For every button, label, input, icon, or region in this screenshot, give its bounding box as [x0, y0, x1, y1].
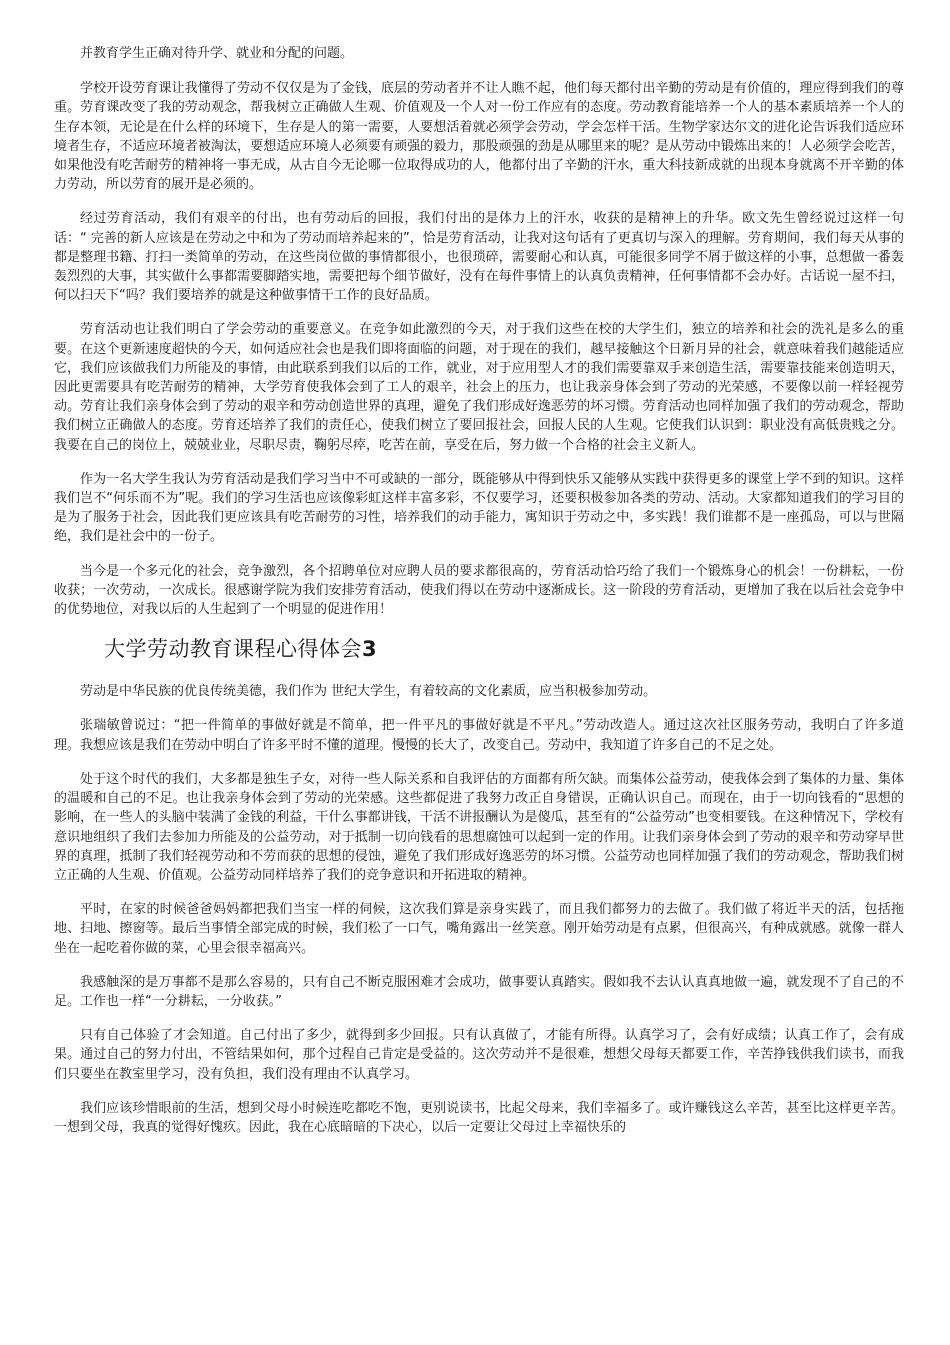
section-heading	[54, 634, 904, 664]
paragraph: 经过劳育活动，我们有艰辛的付出，也有劳动后的回报，我们付出的是体力上的汗水，收获的是精神上的升华。欧文先生曾经说过这样一句话：“ 完善的新人应该是在劳动之中和为了劳动而培养起来的”，恰是劳育活动，让我对这句话有了更真切与深入的理解。劳育期间，我们每天从事的都是整理书籍、打扫一类简单的劳动，在这些岗位做的事情都很小，也很琐碎，需要耐心和认真，可能很多同学不屑于做这样的小事，总想做一番轰轰烈烈的大事，其实做什么事都需要脚踏实地，需要把每个细节做好，没有在每件事情上的认真负责精神，任何事情都不会办好。古话说一屋不扫，何以扫天下“吗？我们要培养的就是这种做事情干工作的良好品质。	[54, 211, 904, 304]
paragraph: 劳动是中华民族的优良传统美德，我们作为 世纪大学生，有着较高的文化素质，应当积极参加劳动。	[80, 684, 657, 700]
paragraph: 只有自己体验了才会知道。自己付出了多少，就得到多少回报。只有认真做了，才能有所得。认真学习了，会有好成绩；认真工作了，会有成果。通过自己的努力付出，不管结果如何，那个过程自己肯定是受益的。这次劳动并不是很难，想想父母每天都要工作，辛苦挣钱供我们读书，而我们只要坐在教室里学习，没有负担，我们没有理由不认真学习。	[54, 1028, 904, 1082]
paragraph: 处于这个时代的我们，大多都是独生子女，对待一些人际关系和自我评估的方面都有所欠缺。而集体公益劳动，使我体会到了集体的力量、集体的温暖和自己的不足。也让我亲身体会到了劳动的光荣感。这些都促进了我努力改正自身错误，正确认识自己。而现在，由于一切向钱看的“思想的影响，在一些人的头脑中装满了金钱的利益，干什么事都讲钱，干活不讲报酬认为是傻瓜，甚至有的“公益劳动”也变相要钱。在这种情况下，学校有意识地组织了我们去参加力所能及的公益劳动，对于抵制一切向钱看的思想腐蚀可以起到一定的作用。让我们亲身体会到了劳动的艰辛和劳动穿早世界的真理，抵制了我们轻视劳动和不劳而获的思想的侵蚀，避免了我们形成好逸恶劳的坏习惯。公益劳动也同样加强了我们的劳动观念，帮助我们树立正确的人生观、价值观。公益劳动同样培养了我们的竞争意识和开拓进取的精神。	[54, 771, 904, 883]
paragraph: 平时，在家的时候爸爸妈妈都把我们当宝一样的伺候，这次我们算是亲身实践了，而且我们都努力的去做了。我们做了将近半天的活，包括拖地、扫地、擦窗等。最后当事情全部完成的时候，我们松了一口气，嘴角露出一丝笑意。刚开始劳动是有点累，但很高兴，有种成就感。就像一群人坐在一起吃着你做的菜，心里会很幸福高兴。	[54, 902, 904, 956]
paragraph: 我们应该珍惜眼前的生活，想到父母小时候连吃都吃不饱，更别说读书，比起父母来，我们幸福多了。或许赚钱这么辛苦，甚至比这样更辛苦。一想到父母，我真的觉得好愧疚。因此，我在心底暗暗的下决心，以后一定要让父母过上幸福快乐的	[54, 1100, 904, 1135]
paragraph: 当今是一个多元化的社会，竞争激烈，各个招聘单位对应聘人员的要求都很高的，劳育活动恰巧给了我们一个锻炼身心的机会！一份耕耘，一份收获；一次劳动，一次成长。很感谢学院为我们安排劳育活动，使我们得以在劳动中逐渐成长。这一阶段的劳育活动，更增加了我在以后社会竞争中的优势地位，对我以后的人生起到了一个明显的促进作用！	[54, 563, 904, 618]
paragraph: 学校开设劳育课让我懂得了劳动不仅仅是为了金钱，底层的劳动者并不让人瞧不起，他们每天都付出辛勤的劳动是有价值的，理应得到我们的尊重。劳育课改变了我的劳动观念，帮我树立正确做人生观、价值观及一个人对一份工作应有的态度。劳动教育能培养一个人的基本素质培养一个人的生存本领，无论是在什么样的环境下，生存是人的第一需要，人要想活着就必须学会劳动，学会怎样干活。生物学家达尔文的进化论告诉我们适应环境者生存，不适应环境者被淘汰，要想适应环境人必须要有顽强的毅力，那股顽强的劲是从哪里来的呢？是从劳动中锻炼出来的！人必须学会吃苦，如果他没有吃苦耐劳的精神将一事无成，从古自今无论哪一位取得成功的人，他都付出了辛勤的汗水，重大科技新成就的出现本身就离不开辛勤的体力劳动，所以劳育的展开是必须的。	[54, 81, 904, 193]
paragraph-intro-tail: 并教育学生正确对待升学、就业和分配的问题。	[80, 46, 354, 61]
paragraph: 我感触深的是万事都不是那么容易的，只有自己不断克服困难才会成功，做事要认真踏实。假如我不去认认真真地做一遍，就发现不了自己的不足。工作也一样“一分耕耘，一分收获。”	[54, 974, 904, 1009]
paragraph: 劳育活动也让我们明白了学会劳动的重要意义。在竞争如此激烈的今天，对于我们这些在校的大学生们，独立的培养和社会的洗礼是多么的重要。在这个更新速度超快的今天，如何适应社会也是我们即将面临的问题，对于现在的我们，越早接触这个日新月异的社会，就意味着我们越能适应它，我们应该做我们力所能及的事情，由此联系到我们以后的工作，就业，对于应用型人才的我们需要靠双手来创造生活，需要靠技能来创造明天，因此更需要具有吃苦耐劳的精神，大学劳育使我体会到了工人的艰辛，社会上的压力，也让我亲身体会到了劳动的光荣感，不要像以前一样轻视劳动。劳育让我们亲身体会到了劳动的艰辛和劳动创造世界的真理，避免了我们形成好逸恶劳的坏习惯。劳育活动也同样加强了我们的劳动观念，帮助我们树立正确做人的态度。劳育还培养了我们的责任心，使我们树立了要回报社会，回报人民的人生观。它使我们认识到：职业没有高低贵贱之分。我要在自己的岗位上，兢兢业业，尽职尽责，鞠躬尽瘁，吃苦在前，享受在后，努力做一个合格的社会主义新人。	[54, 322, 904, 453]
paragraph: 张瑞敏曾说过：“把一件简单的事做好就是不简单，把一件平凡的事做好就是不平凡。”劳动改造人。通过这次社区服务劳动，我明白了许多道理。我想应该是我们在劳动中明白了许多平时不懂的道理。慢慢的长大了，改变自己。劳动中，我知道了许多自己的不足之处。	[54, 718, 904, 753]
paragraph: 作为一名大学生我认为劳育活动是我们学习当中不可或缺的一部分，既能够从中得到快乐又能够从实践中获得更多的课堂上学不到的知识。这样我们岂不“何乐而不为”呢。我们的学习生活也应该像彩虹这样丰富多彩，不仅要学习，还要积极参加各类的劳动、活动。大家都知道我们的学习目的是为了服务于社会，因此我们更应该具有吃苦耐劳的习性，培养我们的动手能力，寓知识于劳动之中，多实践！我们谁都不是一座孤岛，可以与世隔绝，我们是社会中的一份子。	[54, 471, 904, 545]
section-heading-text: 大学劳动教育课程心得体会	[104, 637, 362, 662]
document-page	[54, 44, 904, 1152]
section-heading-number: 3	[362, 637, 378, 662]
